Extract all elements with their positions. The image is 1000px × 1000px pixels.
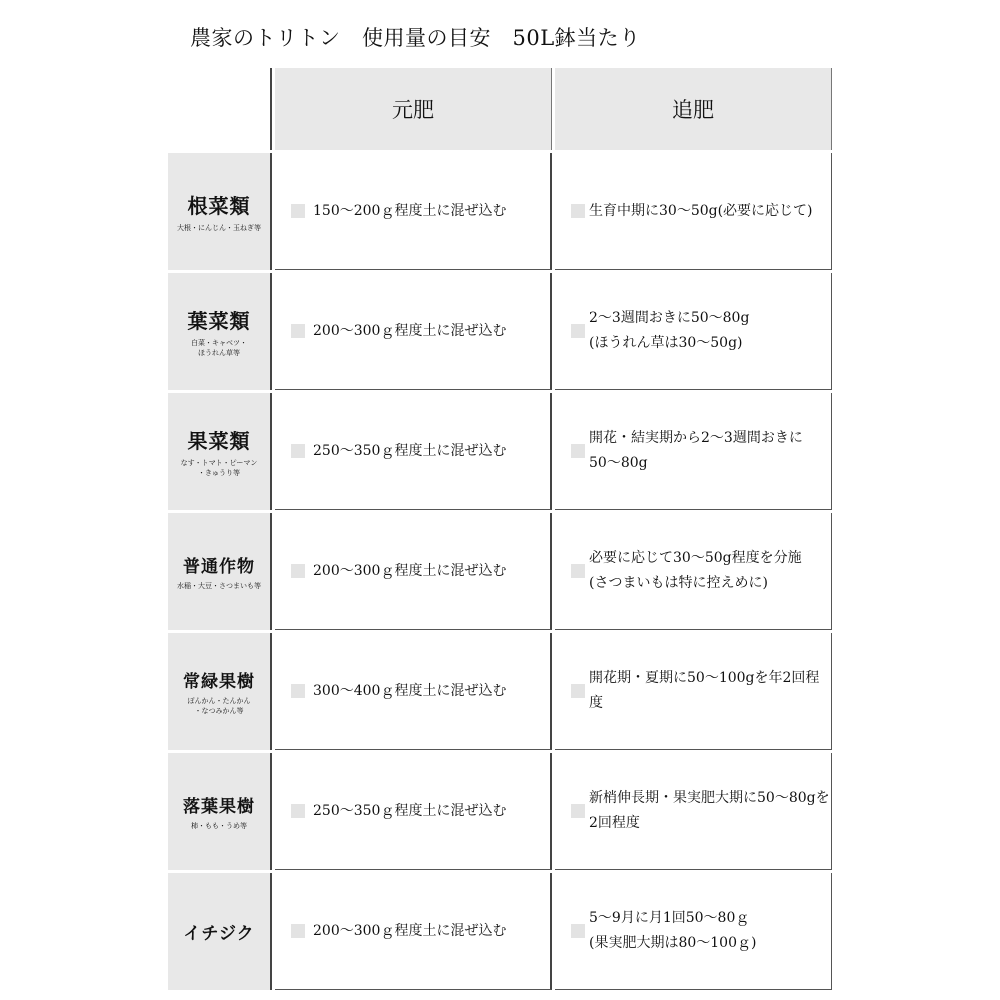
checkbox-icon (291, 324, 305, 338)
checkbox-icon (571, 924, 585, 938)
oigoe-cell (555, 633, 832, 750)
motogoe-cell (275, 873, 552, 990)
oigoe-cell (555, 393, 832, 510)
row-header-fig (168, 873, 272, 990)
checkbox-icon (571, 684, 585, 698)
motogoe-text: 300〜400ｇ程度土に混ぜ込む (313, 682, 507, 699)
row-header-field-crops (168, 513, 272, 630)
motogoe-cell (275, 513, 552, 630)
motogoe-cell (275, 753, 552, 870)
checkbox-icon (291, 684, 305, 698)
motogoe-text: 250〜350ｇ程度土に混ぜ込む (313, 442, 507, 459)
crop-name: 葉菜類 (187, 309, 251, 333)
row-header-leaf-vegetables (168, 273, 272, 390)
header-motogoe: 元肥 (275, 68, 552, 150)
oigoe-text: 5〜9月に月1回50〜80ｇ (果実肥大期は80〜100ｇ) (589, 910, 757, 951)
crop-name: 根菜類 (187, 194, 251, 218)
crop-examples: 大根・にんじん・玉ねぎ等 (177, 224, 261, 232)
oigoe-text: 開花期・夏期に50〜100gを年2回程度 (589, 670, 820, 711)
motogoe-text: 150〜200ｇ程度土に混ぜ込む (313, 202, 507, 219)
checkbox-icon (291, 564, 305, 578)
row-header-deciduous-fruit-trees (168, 753, 272, 870)
page-title: 農家のトリトン 使用量の目安 50L鉢当たり (190, 26, 641, 50)
crop-name: 落葉果樹 (183, 797, 255, 817)
checkbox-icon (571, 204, 585, 218)
oigoe-cell (555, 753, 832, 870)
oigoe-text: 開花・結実期から2〜3週間おきに 50〜80g (589, 430, 803, 471)
usage-table (168, 68, 832, 970)
checkbox-icon (291, 204, 305, 218)
checkbox-icon (291, 444, 305, 458)
oigoe-text: 必要に応じて30〜50g程度を分施 (さつまいもは特に控えめに) (589, 550, 802, 591)
motogoe-cell (275, 393, 552, 510)
crop-examples: なす・トマト・ピーマン ・きゅうり等 (180, 459, 258, 477)
checkbox-icon (291, 804, 305, 818)
checkbox-icon (291, 924, 305, 938)
motogoe-cell (275, 273, 552, 390)
crop-name: 普通作物 (183, 557, 255, 577)
checkbox-icon (571, 324, 585, 338)
crop-examples: ぽんかん・たんかん ・なつみかん等 (187, 697, 251, 715)
checkbox-icon (571, 564, 585, 578)
oigoe-text: 生育中期に30〜50g(必要に応じて) (589, 202, 813, 219)
crop-examples: 水稲・大豆・さつまいも等 (177, 582, 261, 590)
oigoe-cell (555, 273, 832, 390)
crop-examples: 白菜・キャベツ・ ほうれん草等 (191, 339, 247, 357)
oigoe-text: 新梢伸長期・果実肥大期に50〜80gを 2回程度 (589, 790, 830, 831)
crop-name: イチジク (183, 924, 255, 944)
oigoe-cell (555, 153, 832, 270)
row-header-root-vegetables (168, 153, 272, 270)
motogoe-text: 200〜300ｇ程度土に混ぜ込む (313, 922, 507, 939)
crop-name: 果菜類 (187, 429, 251, 453)
oigoe-cell (555, 513, 832, 630)
checkbox-icon (571, 804, 585, 818)
motogoe-text: 200〜300ｇ程度土に混ぜ込む (313, 562, 507, 579)
motogoe-text: 250〜350ｇ程度土に混ぜ込む (313, 802, 507, 819)
row-header-fruit-vegetables (168, 393, 272, 510)
header-corner (168, 68, 272, 150)
oigoe-text: 2〜3週間おきに50〜80g (ほうれん草は30〜50g) (589, 310, 750, 351)
oigoe-cell (555, 873, 832, 990)
crop-name: 常緑果樹 (183, 672, 255, 692)
motogoe-cell (275, 153, 552, 270)
motogoe-text: 200〜300ｇ程度土に混ぜ込む (313, 322, 507, 339)
crop-examples: 柿・もも・うめ等 (191, 822, 247, 830)
checkbox-icon (571, 444, 585, 458)
header-oigoe: 追肥 (555, 68, 832, 150)
row-header-evergreen-fruit-trees (168, 633, 272, 750)
motogoe-cell (275, 633, 552, 750)
